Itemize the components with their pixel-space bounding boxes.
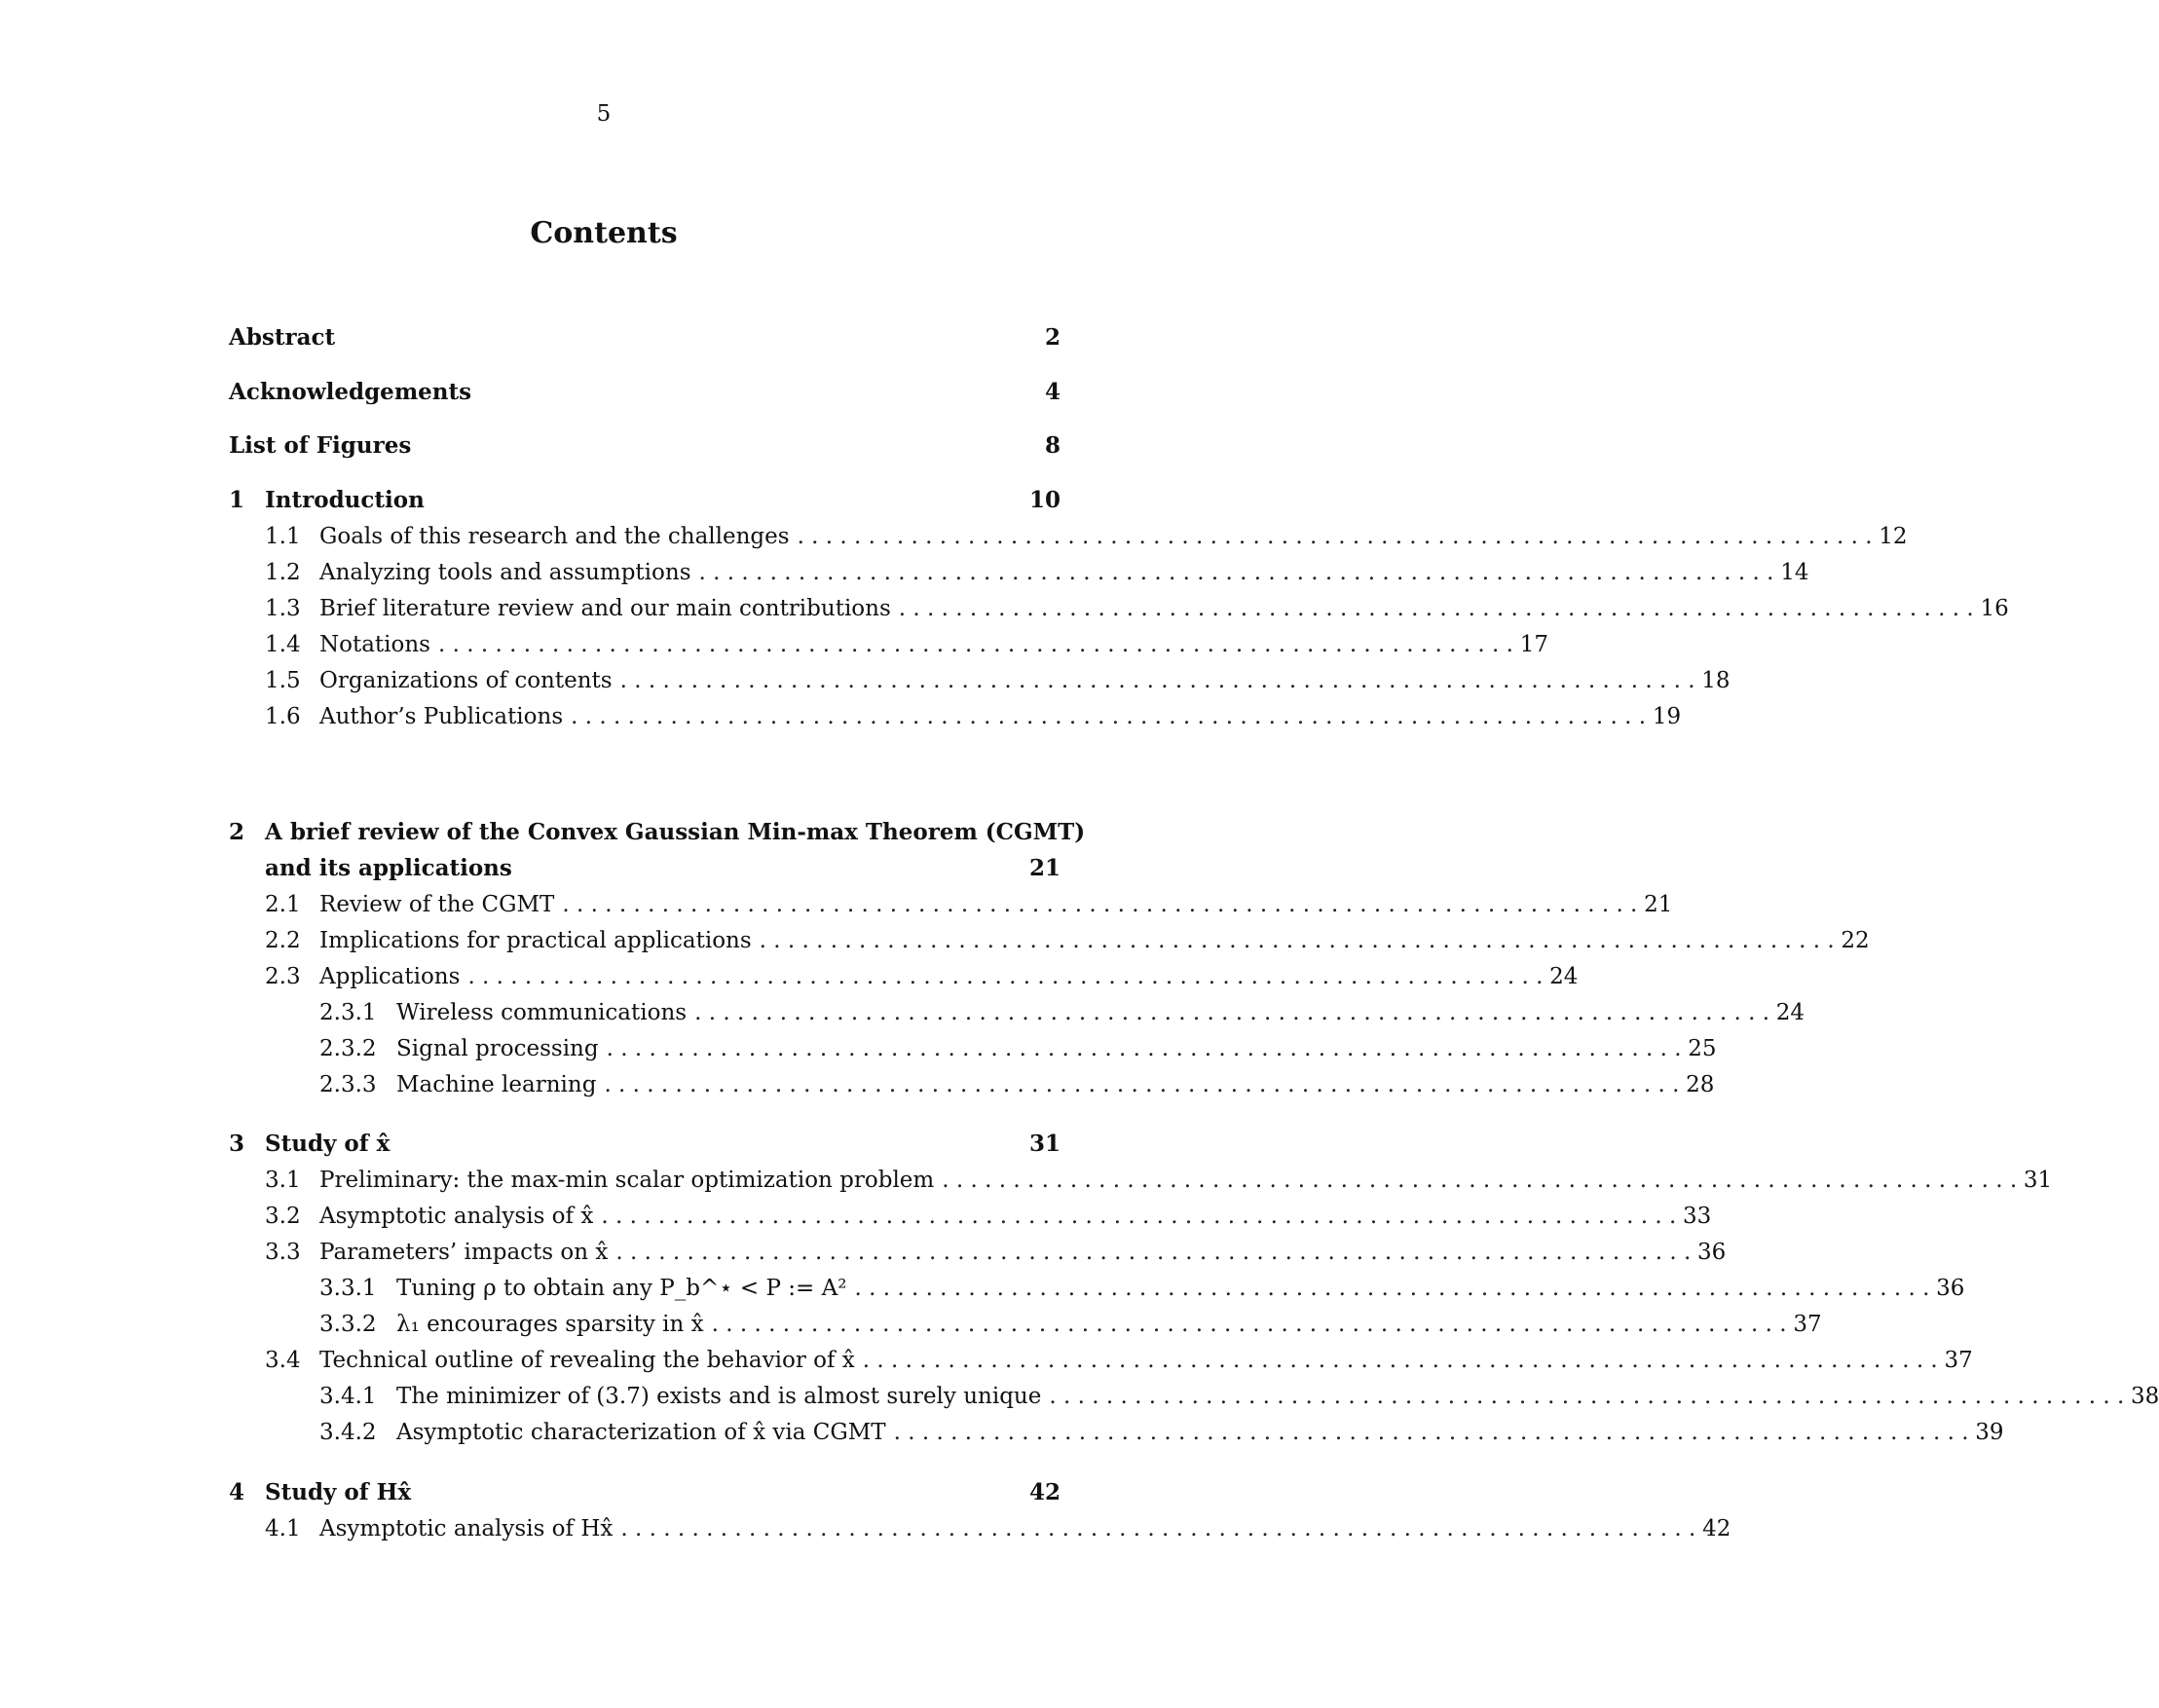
toc-entry-number: 3.3.1 [319,1276,377,1301]
dot-leader [620,1514,1695,1543]
toc-entry-page: 36 [1697,1240,1727,1265]
toc-subsection-3-3-2[interactable] [229,1310,1822,1339]
toc-section-2-2[interactable] [229,926,1870,955]
dot-leader [699,558,1774,587]
toc-entry-title: Asymptotic characterization of x̂ via CGMT [396,1420,886,1445]
toc-entry-number: 3.3.2 [319,1312,377,1337]
toc-section-3-2[interactable] [229,1202,1712,1231]
dot-leader [604,1070,1679,1099]
toc-entry-page: 42 [1702,1516,1731,1541]
toc-entry-title: λ₁ encourages sparsity in x̂ [396,1312,704,1337]
toc-entry-page: 17 [1519,632,1548,657]
toc-entry-title: Wireless communications [396,1000,688,1025]
toc-entry-page: 4 [1044,379,1061,405]
toc-entry-page: 38 [2131,1384,2159,1409]
toc-entry-page: 16 [1980,596,2009,621]
toc-entry-page: 37 [1793,1312,1822,1337]
toc-entry-number: 3.4.2 [319,1420,377,1445]
page-title: Contents [530,216,678,250]
toc-section-1-2[interactable] [229,558,1809,587]
toc-chapter-4[interactable] [229,1478,1061,1507]
toc-entry-title: Preliminary: the max-min scalar optimization problem [319,1168,935,1193]
toc-entry-title: Asymptotic analysis of Hx̂ [319,1516,614,1541]
toc-entry-title: Abstract [229,324,336,351]
dot-leader [863,1346,1938,1375]
toc-entry-title: Signal processing [396,1036,599,1061]
toc-entry-page: 42 [1028,1479,1061,1505]
toc-entry-page: 22 [1841,928,1870,953]
toc-entry-number: 1.3 [265,596,301,621]
dot-leader [615,1238,1691,1267]
toc-section-1-6[interactable] [229,702,1682,731]
toc-entry-number: 3.1 [265,1168,301,1193]
toc-entry-page: 14 [1780,560,1809,585]
toc-entry-page: 2 [1044,324,1061,351]
toc-entry-title: Author’s Publications [319,704,564,729]
toc-entry-number: 2.3.2 [319,1036,377,1061]
toc-entry-page: 19 [1652,704,1682,729]
toc-entry-title: Parameters’ impacts on x̂ [319,1240,609,1265]
toc-entry-number: 3.2 [265,1204,301,1229]
toc-entry-title: Analyzing tools and assumptions [319,560,691,585]
toc-entry-title: Applications [319,964,461,989]
toc-entry-page: 37 [1944,1348,1973,1373]
toc-entry-page: 24 [1775,1000,1805,1025]
toc-entry-number: 2.3.1 [319,1000,377,1025]
toc-entry-title: Study of x̂ [265,1131,391,1157]
toc-entry-page: 33 [1683,1204,1712,1229]
toc-entry-title: Review of the CGMT [319,892,555,917]
toc-subsection-3-3-1[interactable] [229,1274,1965,1303]
toc-chapter-2-continued[interactable] [229,854,1061,883]
toc-section-3-3[interactable] [229,1238,1727,1267]
toc-entry-title: Organizations of contents [319,668,613,693]
toc-section-1-1[interactable] [229,522,1908,551]
toc-chapter-3[interactable] [229,1130,1061,1159]
toc-entry-number: 4.1 [265,1516,301,1541]
toc-chapter-2[interactable] [229,818,1086,847]
toc-subsection-2-3-2[interactable] [229,1034,1717,1063]
toc-entry-page: 10 [1028,487,1061,513]
toc-entry-title: Implications for practical applications [319,928,752,953]
dot-leader [942,1166,2017,1195]
toc-entry-title: Machine learning [396,1072,597,1097]
toc-section-1-3[interactable] [229,594,2009,623]
toc-entry-page: 8 [1044,432,1061,459]
toc-entry-list-of-figures[interactable] [229,431,1061,461]
toc-entry-number: 3.4.1 [319,1384,377,1409]
toc-entry-number: 1.1 [265,524,301,549]
toc-section-1-5[interactable] [229,666,1731,695]
toc-entry-page: 31 [1028,1131,1061,1157]
dot-leader [438,630,1513,659]
toc-entry-number: 1.2 [265,560,301,585]
dot-leader [694,998,1769,1027]
toc-entry-acknowledgements[interactable] [229,378,1061,407]
toc-section-1-4[interactable] [229,630,1548,659]
toc-entry-page: 25 [1688,1036,1717,1061]
toc-entry-title: Tuning ρ to obtain any P_b^⋆ < P := A² [396,1276,847,1301]
toc-entry-title: Asymptotic analysis of x̂ [319,1204,594,1229]
dot-leader [607,1034,1682,1063]
dot-leader [760,926,1835,955]
toc-entry-page: 36 [1936,1276,1965,1301]
dot-leader [1049,1382,2124,1411]
toc-entry-title-continued: and its applications [265,855,512,881]
toc-subsection-2-3-1[interactable] [229,998,1805,1027]
dot-leader [712,1310,1787,1339]
toc-subsection-3-4-2[interactable] [229,1418,2004,1447]
toc-entry-title: Brief literature review and our main contributions [319,596,891,621]
toc-entry-page: 18 [1701,668,1731,693]
toc-entry-title: A brief review of the Convex Gaussian Min-max Theorem (CGMT) [265,819,1086,845]
toc-entry-title: Introduction [265,487,425,513]
toc-entry-page: 24 [1549,964,1579,989]
toc-entry-number: 2.3.3 [319,1072,377,1097]
toc-entry-page: 31 [2023,1168,2053,1193]
toc-section-2-3[interactable] [229,962,1579,991]
toc-entry-title: Goals of this research and the challenges [319,524,790,549]
dot-leader [894,1418,1969,1447]
dot-leader [562,890,1637,919]
toc-entry-title: Study of Hx̂ [265,1479,412,1505]
toc-entry-page: 21 [1028,855,1061,881]
page-number: 5 [596,101,612,127]
toc-entry-title: Notations [319,632,430,657]
dot-leader [620,666,1695,695]
toc-entry-number: 2.2 [265,928,301,953]
toc-entry-number: 2 [229,819,245,845]
toc-entry-number: 1.5 [265,668,301,693]
dot-leader [571,702,1646,731]
toc-chapter-1[interactable] [229,486,1061,515]
toc-entry-page: 28 [1686,1072,1715,1097]
dot-leader [601,1202,1676,1231]
toc-entry-title: List of Figures [229,432,412,459]
toc-subsection-3-4-1[interactable] [229,1382,2159,1411]
toc-entry-title: Acknowledgements [229,379,472,405]
toc-entry-number: 3 [229,1131,245,1157]
toc-section-4-1[interactable] [229,1514,1731,1543]
dot-leader [854,1274,1929,1303]
toc-entry-number: 2.1 [265,892,301,917]
toc-entry-number: 1.6 [265,704,301,729]
toc-entry-page: 12 [1879,524,1908,549]
toc-entry-number: 4 [229,1479,245,1505]
toc-entry-number: 1.4 [265,632,301,657]
toc-entry-page: 21 [1644,892,1673,917]
toc-entry-page: 39 [1975,1420,2004,1445]
toc-section-3-1[interactable] [229,1166,2053,1195]
dot-leader [467,962,1543,991]
toc-entry-title: Technical outline of revealing the behavior of x̂ [319,1348,855,1373]
toc-section-2-1[interactable] [229,890,1673,919]
toc-entry-number: 3.3 [265,1240,301,1265]
toc-entry-number: 2.3 [265,964,301,989]
toc-entry-title: The minimizer of (3.7) exists and is almost surely unique [396,1384,1042,1409]
toc-subsection-2-3-3[interactable] [229,1070,1715,1099]
toc-entry-abstract[interactable] [229,323,1061,353]
toc-section-3-4[interactable] [229,1346,1973,1375]
dot-leader [899,594,1974,623]
toc-entry-number: 3.4 [265,1348,301,1373]
dot-leader [798,522,1873,551]
toc-entry-number: 1 [229,487,245,513]
